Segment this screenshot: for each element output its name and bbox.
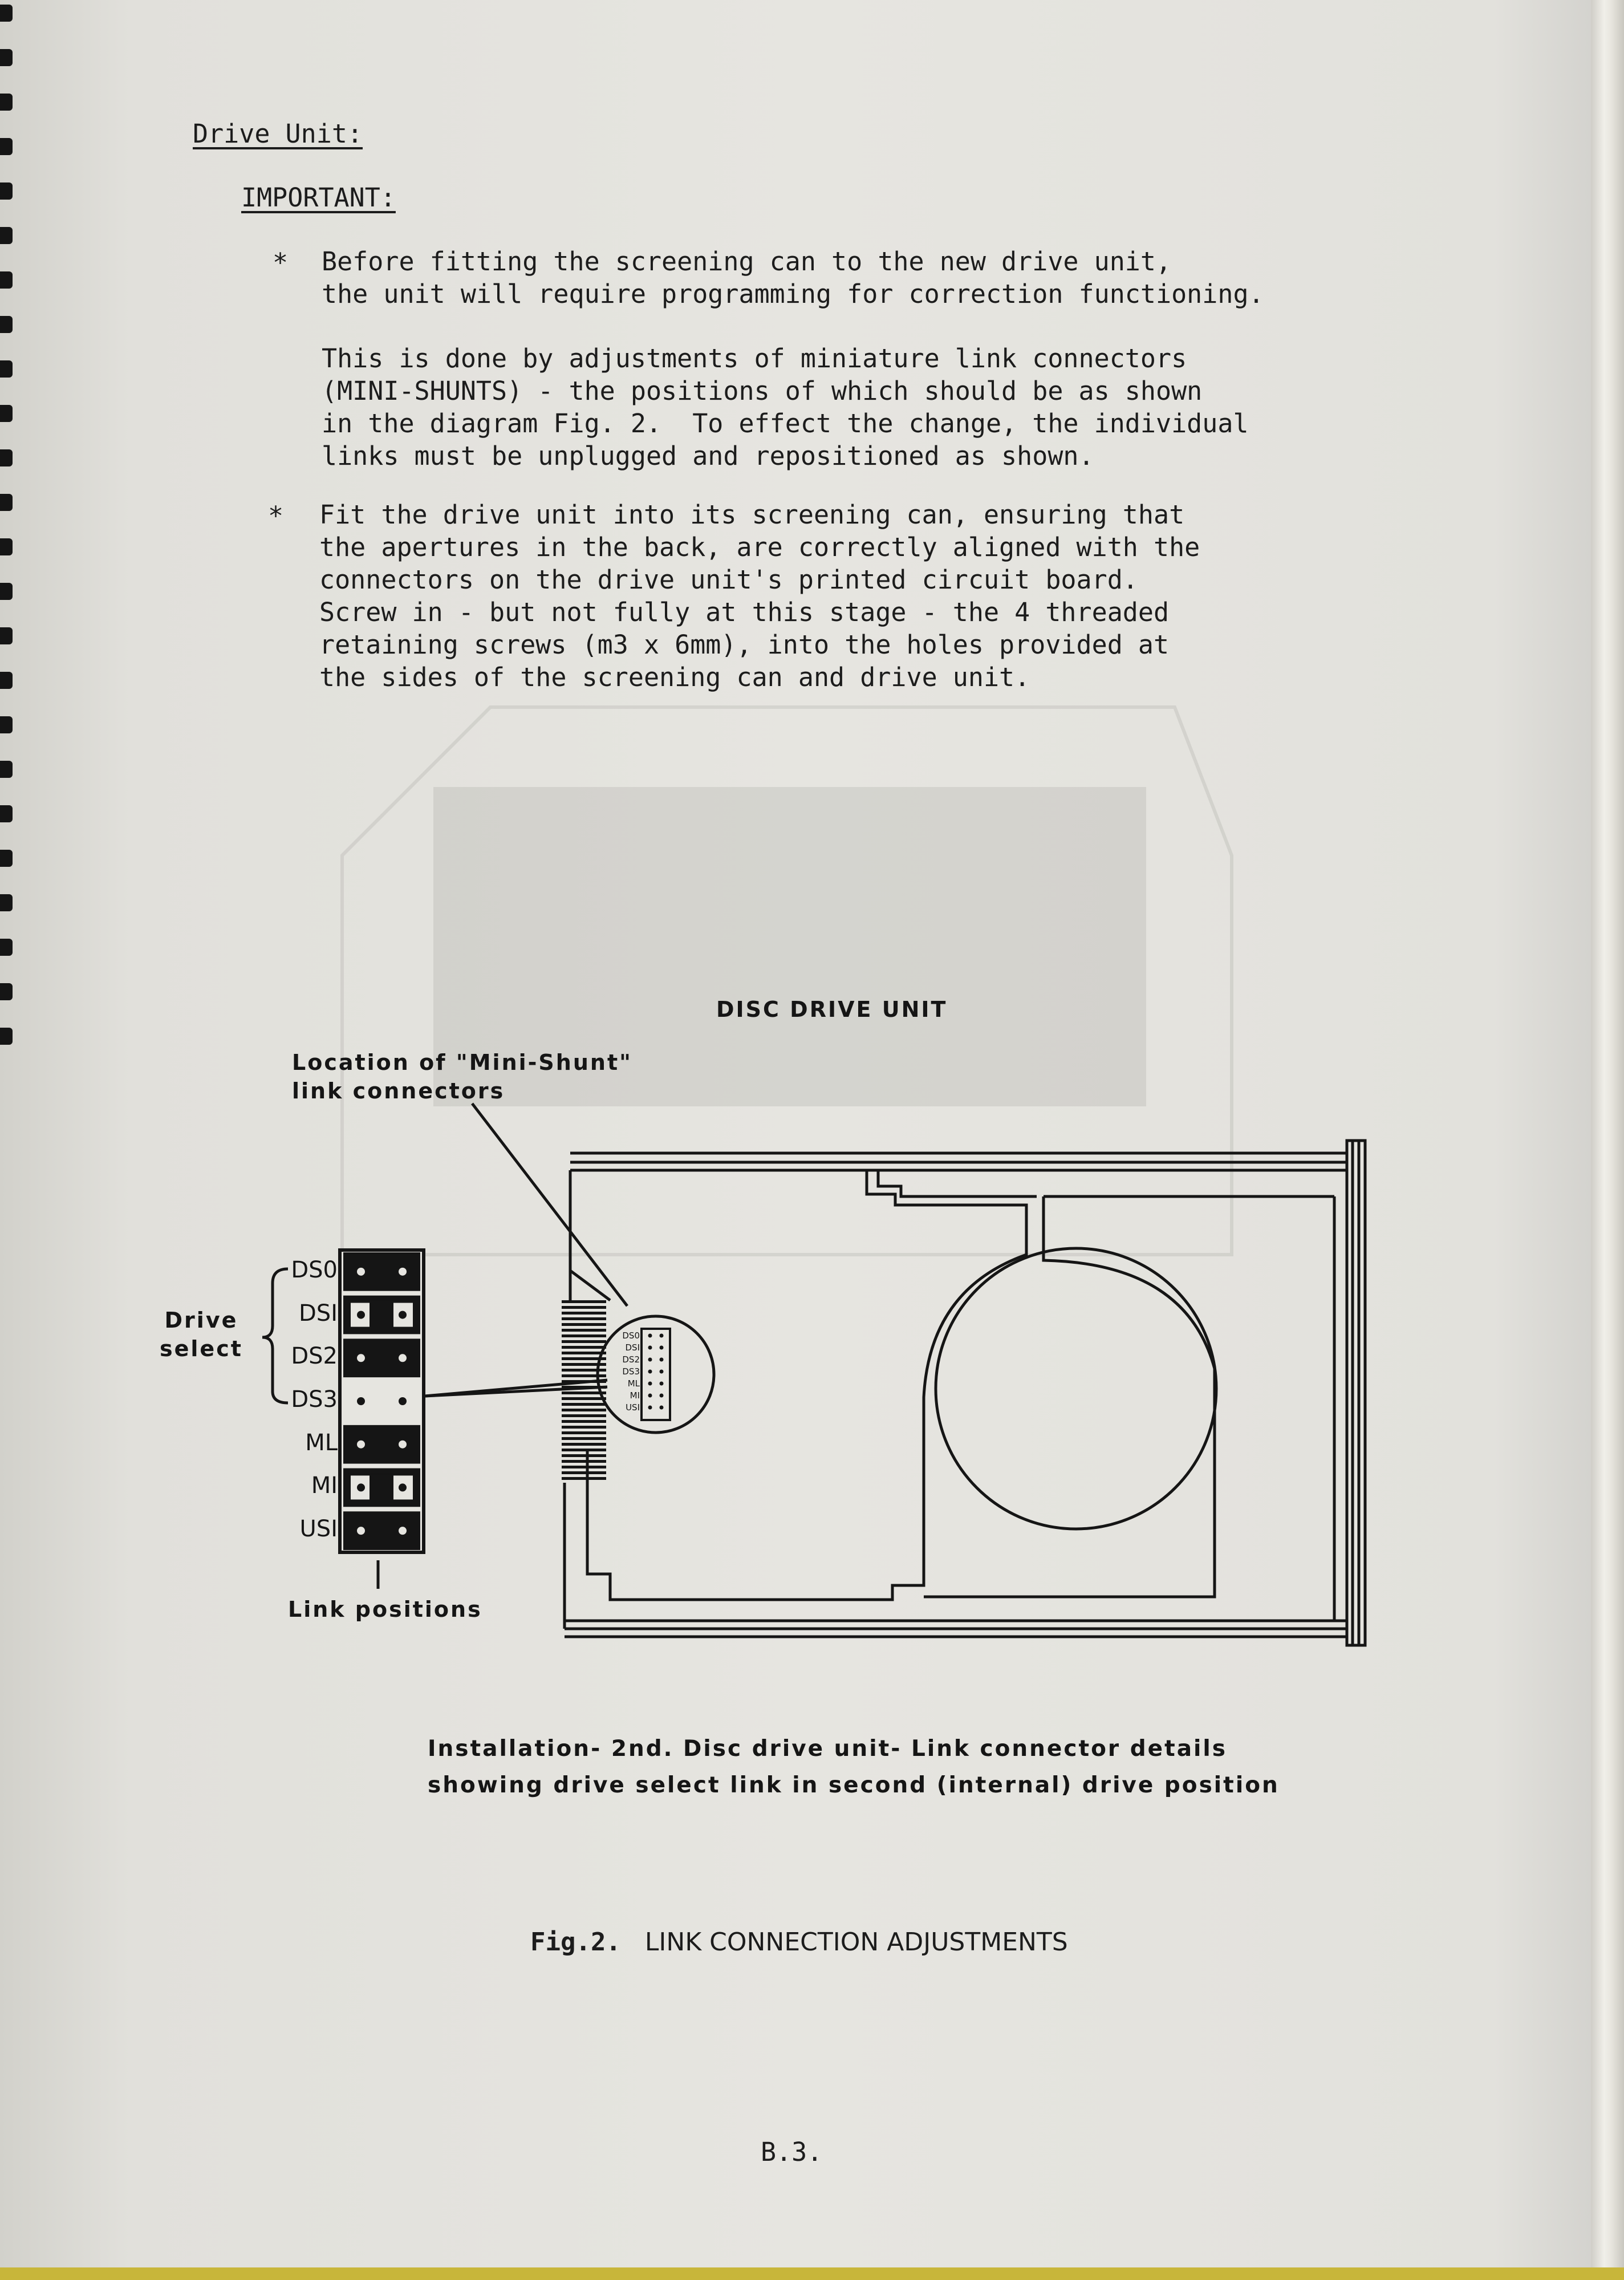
pin-label: MI — [311, 1472, 338, 1499]
binding-ring — [0, 449, 13, 466]
mini-pin-label: DS0 — [622, 1330, 640, 1341]
mini-pin-label: DSI — [625, 1342, 640, 1353]
bullet-2-paragraph: Fit the drive unit into its screening can, ensuring that the apertures in the back, are correctly aligned with the connectors on the drive unit's printed circuit board. Screw in - but not fully at this stage - the 4 threaded retaining screws (m3 x 6mm), into the holes provided at the sides of the screening can and drive unit. — [319, 500, 1200, 692]
mini-pin-label: USI — [626, 1402, 640, 1413]
binding-ring — [0, 627, 13, 644]
link-positions-label: Link positions — [288, 1597, 482, 1622]
mini-shunt-location-label: Location of "Mini-Shunt" link connectors — [292, 1050, 632, 1104]
binding-ring — [0, 672, 13, 689]
binding-ring — [0, 138, 13, 155]
pin-label: DS2 — [291, 1343, 338, 1370]
pin-label: DS0 — [291, 1256, 338, 1283]
drive-select-label: Drive select — [160, 1308, 243, 1361]
binding-ring — [0, 805, 13, 822]
mini-pin-label: DS3 — [622, 1366, 640, 1377]
bullet-2-marker: * — [268, 501, 284, 531]
page-edge — [1591, 0, 1624, 2280]
binding-ring — [0, 49, 13, 66]
important-label: IMPORTANT: — [241, 182, 396, 213]
binding-ring — [0, 761, 13, 778]
show-through-ghost — [319, 684, 1254, 1397]
binding-ring — [0, 94, 13, 111]
section-heading: Drive Unit: — [193, 119, 363, 149]
binding-ring — [0, 716, 13, 733]
figure-label — [530, 1928, 1068, 1957]
binding-ring — [0, 316, 13, 333]
mini-pin-label: DS2 — [622, 1354, 640, 1365]
pin-label: ML — [305, 1429, 338, 1456]
mini-pin-label: ML — [627, 1378, 640, 1389]
figure-title: DISC DRIVE UNIT — [716, 997, 948, 1022]
bullet-1-marker: * — [273, 248, 289, 278]
figure-name: LINK CONNECTION ADJUSTMENTS — [644, 1928, 1068, 1957]
binding-ring — [0, 939, 13, 956]
binding-ring — [0, 538, 13, 555]
mini-pin-label: MI — [630, 1390, 640, 1401]
bullet-1-paragraph-1: Before fitting the screening can to the new drive unit, the unit will require programming for correction functioning. — [322, 246, 1264, 309]
binding-ring — [0, 583, 13, 600]
binding-ring — [0, 1028, 13, 1045]
pin-label: USI — [299, 1516, 338, 1543]
page-number: B.3. — [761, 2137, 823, 2167]
binding-ring — [0, 5, 13, 22]
bullet-1-paragraph-2: This is done by adjustments of miniature link connectors (MINI-SHUNTS) - the positions of which should be as shown in the diagram Fig. 2. To effect the change, the individual links must be unplugged and repositioned as shown. — [322, 343, 1249, 471]
pin-label: DSI — [299, 1300, 338, 1326]
binding-ring — [0, 405, 13, 422]
figure-number: Fig.2. — [530, 1928, 621, 1957]
binding-ring — [0, 983, 13, 1000]
binding-ring — [0, 850, 13, 867]
binding-ring — [0, 227, 13, 244]
table-surface — [0, 2267, 1624, 2280]
binding-ring — [0, 894, 13, 911]
binding-ring — [0, 360, 13, 378]
binding-ring — [0, 494, 13, 511]
pin-label: DS3 — [291, 1386, 338, 1413]
binding-ring — [0, 271, 13, 289]
binding-ring — [0, 182, 13, 200]
figure-caption: Installation- 2nd. Disc drive unit- Link connector details showing drive select link in second (internal) drive position — [428, 1736, 1280, 1798]
